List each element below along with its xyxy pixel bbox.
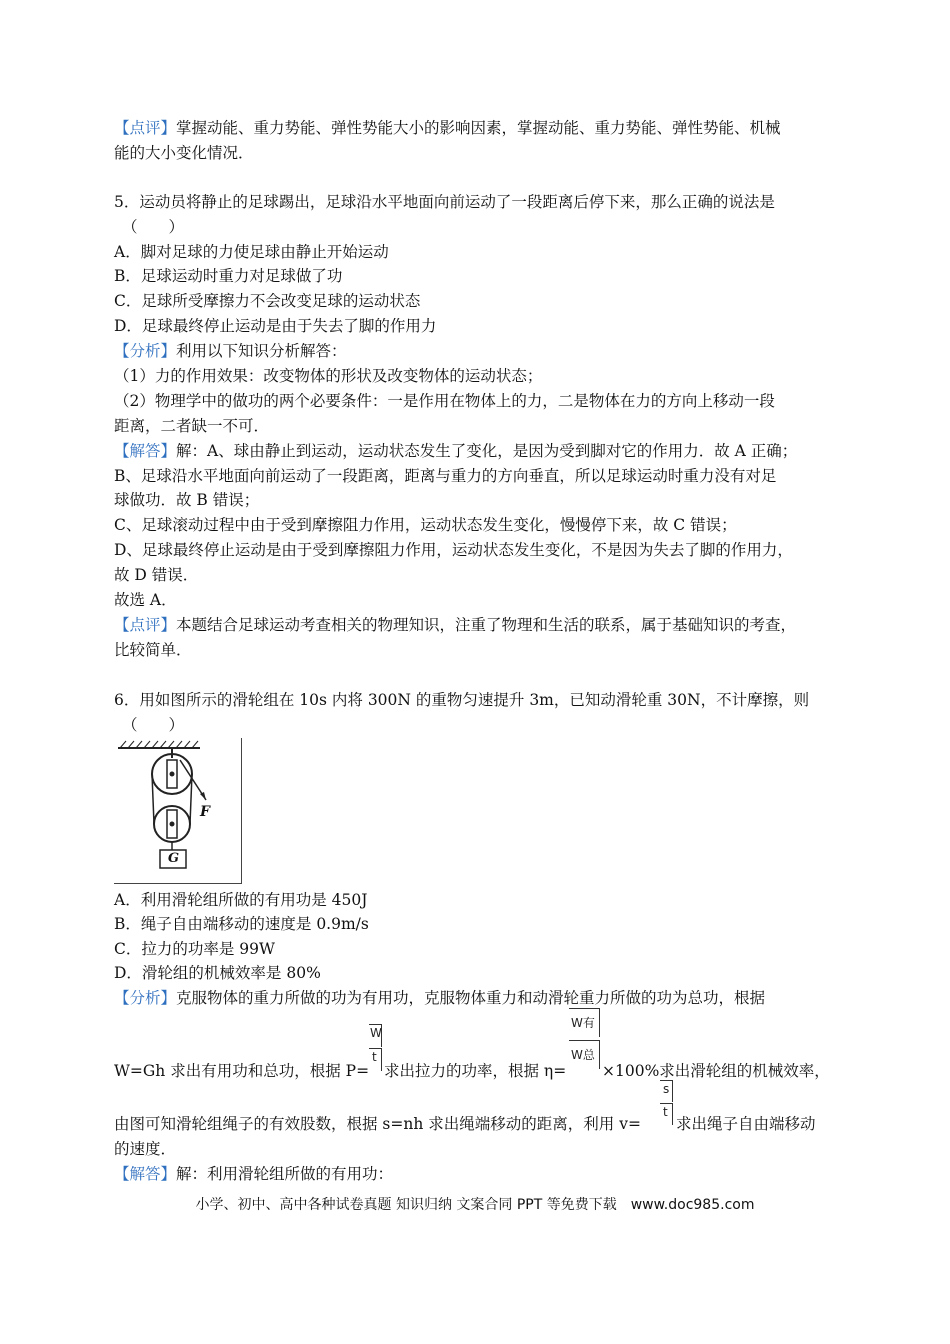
formula-line-1b: 求出拉力的功率，根据 η=: [384, 1062, 567, 1080]
text-line: 的速度．: [114, 1140, 177, 1158]
text-line: 比较简单．: [114, 641, 192, 659]
page-footer: 小学、初中、高中各种试卷真题 知识归纳 文案合同 PPT 等免费下载 www.doc985.com: [195, 1197, 755, 1213]
text-line: 故 D 错误．: [114, 566, 199, 584]
option-b: B．足球运动时重力对足球做了功: [114, 267, 343, 285]
question-6-stem: 6．用如图所示的滑轮组在 10s 内将 300N 的重物匀速提升 3m，已知动滑轮重 30N，不计摩擦，则: [114, 691, 810, 709]
fraction-denominator: t: [372, 1050, 377, 1064]
text-line: （2）物理学中的做功的两个必要条件：一是作用在物体上的力，二是物体在力的方向上移动一段: [114, 392, 775, 410]
formula-line-2b: 求出绳子自由端移动: [676, 1115, 816, 1133]
fraction-numerator: s: [663, 1082, 670, 1096]
comment-tag: 【点评】: [114, 119, 177, 137]
force-label: F: [200, 804, 210, 820]
fraction-denominator: t: [663, 1105, 668, 1119]
speed-fraction: [660, 1080, 674, 1124]
solution-line: 【解答】解：利用滑轮组所做的有用功：: [114, 1165, 394, 1183]
analysis-tag: 【分析】: [114, 989, 177, 1007]
formula-line-2a: 由图可知滑轮组绳子的有效股数，根据 s=nh 求出绳端移动的距离，利用 v=: [114, 1115, 641, 1133]
comment-line: 【点评】本题结合足球运动考查相关的物理知识，注重了物理和生活的联系，属于基础知识的考查，: [114, 616, 797, 634]
analysis-tag: 【分析】: [114, 342, 177, 360]
text-line: 距离，二者缺一不可．: [114, 417, 270, 435]
question-5-stem: 5．运动员将静止的足球踢出，足球沿水平地面向前运动了一段距离后停下来，那么正确的说法是: [114, 193, 775, 211]
pulley-diagram: [114, 738, 242, 884]
text-line: B、足球沿水平地面向前运动了一段距离，距离与重力的方向垂直，所以足球运动时重力没有对足: [114, 467, 777, 485]
option-a: A．脚对足球的力使足球由静止开始运动: [114, 243, 389, 261]
analysis-line: 【分析】利用以下知识分析解答：: [114, 342, 347, 360]
fraction-numerator: W: [370, 1026, 382, 1040]
comment-line: 【点评】掌握动能、重力势能、弹性势能大小的影响因素，掌握动能、重力势能、弹性势能、机械: [114, 119, 781, 137]
option-d: D．滑轮组的机械效率是 80%: [114, 964, 321, 982]
efficiency-fraction: [569, 1008, 601, 1070]
answer-blank: （ ）: [122, 716, 185, 734]
power-fraction: [369, 1024, 383, 1070]
fraction-numerator: W有: [571, 1016, 595, 1030]
option-c: C．拉力的功率是 99W: [114, 940, 275, 958]
solution-tag: 【解答】: [114, 1165, 177, 1183]
answer-blank: （ ）: [122, 218, 185, 236]
option-c: C．足球所受摩擦力不会改变足球的运动状态: [114, 292, 421, 310]
option-a: A．利用滑轮组所做的有用功是 450J: [114, 891, 368, 909]
text-line: 能的大小变化情况．: [114, 144, 254, 162]
analysis-line: 【分析】克服物体的重力所做的功为有用功，克服物体重力和动滑轮重力所做的功为总功，根据: [114, 989, 766, 1007]
text-line: C、足球滚动过程中由于受到摩擦阻力作用，运动状态发生变化，慢慢停下来，故 C 错误；: [114, 516, 737, 534]
formula-line-1c: ×100%求出滑轮组的机械效率，: [602, 1062, 830, 1080]
text-line: 球做功．故 B 错误；: [114, 491, 260, 509]
fraction-denominator: W总: [571, 1048, 595, 1062]
option-b: B．绳子自由端移动的速度是 0.9m/s: [114, 915, 369, 933]
comment-tag: 【点评】: [114, 616, 177, 634]
weight-label: G: [168, 851, 180, 866]
text-line: D、足球最终停止运动是由于受到摩擦阻力作用，运动状态发生变化，不是因为失去了脚的作用力，: [114, 541, 793, 559]
solution-line: 【解答】解：A、球由静止到运动，运动状态发生了变化，是因为受到脚对它的作用力．故 A 正确；: [114, 442, 798, 460]
option-d: D．足球最终停止运动是由于失去了脚的作用力: [114, 317, 437, 335]
solution-tag: 【解答】: [114, 442, 177, 460]
text-line: 故选 A．: [114, 591, 177, 609]
text-line: （1）力的作用效果：改变物体的形状及改变物体的运动状态；: [114, 367, 543, 385]
formula-line-1a: W=Gh 求出有用功和总功，根据 P=: [114, 1062, 370, 1080]
